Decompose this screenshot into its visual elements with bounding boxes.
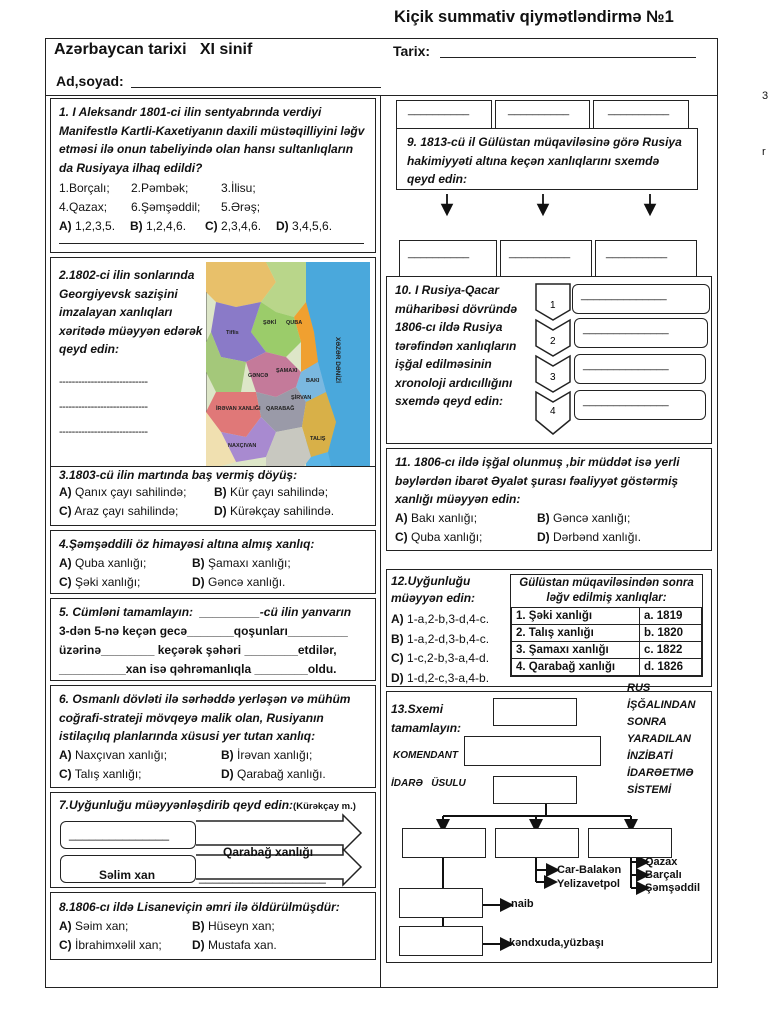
q3-text: 3.1803-cü ilin martında baş vermiş döyüş: <box>59 468 298 482</box>
q8-option-d[interactable]: D) Mustafa xan. <box>192 937 277 952</box>
date-input[interactable] <box>440 42 696 58</box>
q1-option-b[interactable]: B) 1,2,4,6. <box>130 219 187 233</box>
q1-option-d[interactable]: D) 3,4,5,6. <box>276 219 333 233</box>
page-title: Kiçik summativ qiymətləndirmə №1 <box>394 8 674 26</box>
q10-box-1[interactable] <box>572 284 710 314</box>
q2-blank-1[interactable]: ---------------------------- <box>59 376 148 388</box>
q13-box-top[interactable] <box>493 698 577 726</box>
edge-mark-3: 3 <box>762 90 768 102</box>
q8-options-row1 <box>59 917 367 936</box>
q13-yelizavetpol: Yelizavetpol <box>557 878 620 890</box>
table-cell: 1. Şəki xanlığı <box>512 608 640 625</box>
q1-options <box>59 217 367 236</box>
q9-arrows <box>390 190 710 220</box>
q1-text: 1. I Aleksandr 1801-ci ilin sentyabrında verdiyi Manifestlə Kartli-Kaxetiyanın daxili müstəqilliyini ləğv etməsi ilə onun tabeliyində olan hansı sultanlıqların da Rusiyaya ilhaq edildi? <box>59 105 365 175</box>
q6-option-a[interactable]: A) Naxçıvan xanlığı; <box>59 747 168 762</box>
q8-option-a[interactable]: A) Səim xan; <box>59 918 129 933</box>
q1-item: 6.Şəmşəddil; <box>131 200 201 214</box>
table-cell: a. 1819 <box>640 608 702 625</box>
table-cell: b. 1820 <box>640 625 702 642</box>
map-label: ŞİRVAN <box>291 395 312 401</box>
q6-text: 6. Osmanlı dövləti ilə sərhəddə yerləşən və mühüm coğrafi-strateji mövqeyə malik olan, Rusiyanın istilaçılıq planlarında xüsusi yer tutan xanlıq: <box>59 692 351 743</box>
q10-step: 2 <box>550 336 556 347</box>
q13-box-naib[interactable] <box>399 888 483 918</box>
map-label: NAXÇIVAN <box>228 443 257 449</box>
question-8 <box>50 892 376 960</box>
q4-options-row1 <box>59 554 367 573</box>
q8-text: 8.1806-cı ildə Lisaneviçin əmri ilə öldürülmüşdür: <box>59 900 340 914</box>
q10-step: 1 <box>550 300 556 311</box>
q13-side-line: İŞĞALINDAN <box>627 699 696 711</box>
q10-box-3[interactable] <box>574 354 706 384</box>
question-11 <box>386 448 712 551</box>
q13-side-line: SONRA <box>627 716 667 728</box>
q3-options-row2 <box>59 502 367 521</box>
q1-option-a[interactable]: A) 1,2,3,5. <box>59 219 116 233</box>
q10-step: 3 <box>550 372 556 383</box>
q9-bottom-blank: __________ <box>408 247 470 259</box>
q12-table-grid <box>511 607 702 676</box>
q9-text-box <box>396 128 698 190</box>
q7-left-box-1[interactable] <box>60 821 196 849</box>
name-input[interactable] <box>131 74 381 88</box>
table-cell: 3. Şamaxı xanlığı <box>512 642 640 659</box>
q11-text: 11. 1806-cı ildə işğal olunmuş ,bir müddət isə yerli bəylərdən ibarət Əyalət şurası fəaliyyət göstərmiş xanlığı müəyyən edin: <box>395 455 680 506</box>
q1-items-row2 <box>59 198 367 217</box>
question-3 <box>50 466 376 526</box>
q12-options <box>391 610 489 688</box>
q13-idare: İDARƏ ÜSULU <box>391 778 466 789</box>
table-row <box>512 625 702 642</box>
khanates-map <box>206 262 370 470</box>
q13-box-idare[interactable] <box>493 776 577 804</box>
q3-option-a[interactable]: A) Qanıx çayı sahilində; <box>59 485 187 499</box>
q11-option-d[interactable]: D) Dərbənd xanlığı. <box>537 529 642 544</box>
q2-blank-3[interactable]: ---------------------------- <box>59 426 148 438</box>
q2-text: 2.1802-ci ilin sonlarında Georgiyevsk sazişini imzalayan xanlıqları xəritədə müəyyən edərək qeyd edin: <box>59 268 203 356</box>
q3-options-row1 <box>59 483 367 502</box>
map-label: BAKI <box>306 378 320 384</box>
table-cell: d. 1826 <box>640 659 702 676</box>
q4-option-a[interactable]: A) Quba xanlığı; <box>59 555 147 570</box>
map-label: ŞAMAXI <box>276 368 298 374</box>
q7-right-label-1: Qarabağ xanlığı <box>223 845 314 859</box>
q11-option-b[interactable]: B) Gəncə xanlığı; <box>537 510 631 525</box>
q13-side-line: İNZİBATİ <box>627 750 673 762</box>
question-7 <box>50 792 376 888</box>
q11-options-row2 <box>395 528 703 547</box>
q11-options-row1 <box>395 509 703 528</box>
table-row <box>512 659 702 676</box>
q11-option-a[interactable]: A) Bakı xanlığı; <box>395 510 478 525</box>
q13-text: 13.Sxemi tamamlayın: <box>391 702 462 735</box>
q10-box-4[interactable] <box>574 390 706 420</box>
q8-option-b[interactable]: B) Hüseyn xan; <box>192 918 275 933</box>
q10-blank: ______________ <box>581 289 667 301</box>
question-4 <box>50 530 376 594</box>
date-label-text: Tarix: <box>393 43 431 59</box>
q13-side-line: SİSTEMİ <box>627 784 672 796</box>
q3-option-d[interactable]: D) Kürəkçay sahilində. <box>214 504 335 518</box>
q10-step: 4 <box>550 406 556 417</box>
q13-komendant: KOMENDANT <box>393 750 458 761</box>
q13-side-line: RUS <box>627 682 651 694</box>
q4-option-c[interactable]: C) Şəki xanlığı; <box>59 574 141 589</box>
map-label: QARABAĞ <box>266 406 295 412</box>
question-1 <box>50 98 376 253</box>
q13-semseddil: Şəmşəddil <box>645 882 701 894</box>
q1-item: 4.Qazax; <box>59 200 108 214</box>
map-label: Tiflis <box>226 330 239 336</box>
q9-top-blank: __________ <box>408 104 470 116</box>
q7-left-box-2[interactable] <box>60 855 196 883</box>
column-divider <box>380 95 381 988</box>
map-label-sea: XƏZƏR DƏNİZİ <box>334 337 341 383</box>
q12-option-a[interactable]: A) 1-a,2-b,3-d,4-c. <box>391 612 490 626</box>
q1-item: 3.İlisu; <box>221 181 256 195</box>
q5-line-1[interactable]: 5. Cümləni tamamlayın: _________-cü ilin yanvarın <box>59 605 352 619</box>
q5-line-2[interactable]: 3-dən 5-nə keçən gecə_______qoşunları_________ <box>59 624 348 638</box>
q10-blank: ______________ <box>583 395 669 407</box>
q12-table <box>510 574 703 677</box>
q8-options-row2 <box>59 936 367 955</box>
table-cell: c. 1822 <box>640 642 702 659</box>
q10-blank: ______________ <box>583 323 669 335</box>
q13-side-line: YARADILAN <box>627 733 691 745</box>
q8-option-c[interactable]: C) İbrahimxəlil xan; <box>59 937 162 952</box>
table-cell: 2. Talış xanlığı <box>512 625 640 642</box>
header-divider <box>45 95 718 96</box>
q9-top-blank: __________ <box>608 104 670 116</box>
q6-option-b[interactable]: B) İrəvan xanlığı; <box>221 747 313 762</box>
q12-option-b[interactable]: B) 1-a,2-d,3-b,4-c. <box>391 631 490 646</box>
map-label: TALIŞ <box>310 436 326 442</box>
question-2 <box>50 257 376 467</box>
q9-text: 9. 1813-cü il Gülüstan müqaviləsinə görə Rusiya hakimiyyəti altına keçən xanlıqlarını sxemdə qeyd edin: <box>407 135 682 186</box>
subject-label: Azərbaycan tarixi XI sinif <box>54 41 253 58</box>
map-label: İRƏVAN XANLIĞI <box>216 406 261 412</box>
date-label <box>393 43 430 59</box>
q13-box-komendant[interactable] <box>464 736 601 766</box>
q13-box-branch-1[interactable] <box>402 828 486 858</box>
q13-box-branch-3[interactable] <box>588 828 672 858</box>
q5-line-4[interactable]: __________xan isə qəhrəmanlıqla ________oldu. <box>59 662 337 676</box>
question-12 <box>386 569 712 687</box>
q3-option-c[interactable]: C) Araz çayı sahilində; <box>59 504 179 518</box>
q9-bottom-blank: __________ <box>606 247 668 259</box>
table-row <box>512 642 702 659</box>
q13-naib: naib <box>511 898 534 910</box>
q1-answer-line[interactable] <box>59 236 364 244</box>
map-label: ŞƏKİ <box>263 320 277 326</box>
q12-option-d[interactable]: D) 1-d,2-c,3-a,4-b. <box>391 670 490 685</box>
table-cell: 4. Qarabağ xanlığı <box>512 659 640 676</box>
map-label: GƏNCƏ <box>248 373 269 379</box>
q11-option-c[interactable]: C) Quba xanlığı; <box>395 529 483 544</box>
q1-item: 5.Ərəş; <box>221 200 261 214</box>
name-label: Ad,soyad: <box>56 73 124 89</box>
q13-box-kendxuda[interactable] <box>399 926 483 956</box>
q6-options-row1 <box>59 746 367 765</box>
q7-text: 7.Uyğunluğu müəyyənləşdirib qeyd edin: <box>59 798 294 812</box>
q7-blank-2[interactable]: ___________________ <box>199 870 326 884</box>
q12-option-c[interactable]: C) 1-c,2-b,3-a,4-d. <box>391 651 490 665</box>
q7-blank-1: _______________ <box>69 827 170 841</box>
q4-option-d[interactable]: D) Gəncə xanlığı. <box>192 574 286 589</box>
q3-option-b[interactable]: B) Kür çayı sahilində; <box>214 485 329 499</box>
q2-blank-2[interactable]: ---------------------------- <box>59 401 148 413</box>
question-6 <box>50 685 376 788</box>
q13-box-branch-2[interactable] <box>495 828 579 858</box>
q1-items-row1 <box>59 179 367 198</box>
map-label: QUBA <box>286 320 303 326</box>
q7-note: (Kürəkçay m.) <box>293 801 356 812</box>
q10-chevrons <box>534 282 574 442</box>
question-5 <box>50 598 376 681</box>
q1-item: 2.Pəmbək; <box>131 181 189 195</box>
q1-option-c[interactable]: C) 2,3,4,6. <box>205 219 262 233</box>
q6-option-d[interactable]: D) Qarabağ xanlığı. <box>221 766 326 781</box>
q6-option-c[interactable]: C) Talış xanlığı; <box>59 766 142 781</box>
q13-side-line: İDARƏETMƏ <box>627 767 694 779</box>
q9-bottom-blank: __________ <box>509 247 571 259</box>
edge-mark-r: r <box>762 146 766 158</box>
q13-qazax: Qazax <box>645 856 678 868</box>
q4-text: 4.Şəmşəddili öz himayəsi altına almış xanlıq: <box>59 537 315 551</box>
q12-text: 12.Uyğunluğu müəyyən edin: <box>391 574 476 605</box>
q10-box-2[interactable] <box>574 318 708 348</box>
q1-item: 1.Borçalı; <box>59 181 110 195</box>
q10-text: 10. I Rusiya-Qacar müharibəsi dövründə 1806-cı ildə Rusiya tərəfindən xanlıqların işğal edilməsinin xronoloji ardıcıllığını sxemdə qeyd edin: <box>395 283 518 408</box>
q6-options-row2 <box>59 765 367 784</box>
question-13 <box>386 682 712 963</box>
q10-blank: ______________ <box>583 359 669 371</box>
table-row <box>512 608 702 625</box>
q5-line-3[interactable]: üzərinə________ keçərək şəhəri ________etdilər, <box>59 643 337 657</box>
q4-option-b[interactable]: B) Şamaxı xanlığı; <box>192 555 291 570</box>
q9-top-blank: __________ <box>508 104 570 116</box>
q13-car: Car-Balakən <box>557 864 622 876</box>
q13-borcali: Barçalı <box>645 869 682 881</box>
q4-options-row2 <box>59 573 367 592</box>
q7-left-label-2: Səlim xan <box>99 868 156 882</box>
q12-table-title: Gülüstan müqaviləsindən sonra ləğv edilmiş xanlıqlar: <box>519 577 694 604</box>
q13-kendxuda: kəndxuda,yüzbaşı <box>509 937 604 949</box>
